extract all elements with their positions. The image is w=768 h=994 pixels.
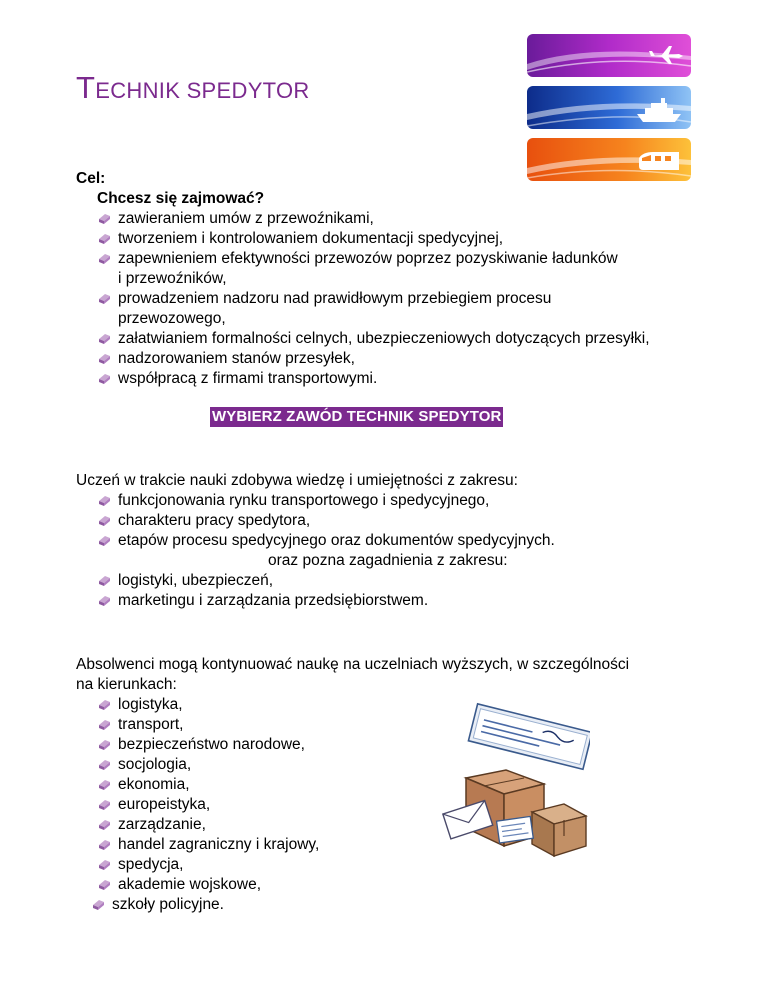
train-icon <box>639 152 679 170</box>
bullet-icon <box>99 254 110 264</box>
bullet-icon <box>99 596 110 606</box>
list-item: europeistyka, <box>97 795 319 815</box>
bullet-icon <box>99 860 110 870</box>
bullet-icon <box>99 536 110 546</box>
shipping-boxes-illustration <box>440 700 590 860</box>
bullet-icon <box>99 576 110 586</box>
list-item: bezpieczeństwo narodowe, <box>97 735 319 755</box>
list-item: zapewnieniem efektywności przewozów poprzez pozyskiwanie ładunków <box>97 249 650 269</box>
list-item: spedycja, <box>97 855 319 875</box>
list-item: prowadzeniem nadzoru nad prawidłowym przebiegiem procesu <box>97 289 650 309</box>
list-item-continuation: przewozowego, <box>118 310 226 327</box>
list-item: zarządzanie, <box>97 815 319 835</box>
graduates-list <box>97 695 319 915</box>
cta-banner: WYBIERZ ZAWÓD TECHNIK SPEDYTOR <box>212 408 502 425</box>
airplane-banner <box>527 34 691 77</box>
title-initial: T <box>76 70 96 105</box>
bullet-icon <box>93 900 104 910</box>
bullet-icon <box>99 820 110 830</box>
bullet-icon <box>99 374 110 384</box>
list-item: marketingu i zarządzania przedsiębiorstwem. <box>97 591 428 611</box>
learning-list <box>97 491 555 551</box>
list-item: logistyka, <box>97 695 319 715</box>
list-item: szkoły policyjne. <box>91 895 319 915</box>
page-title <box>76 72 310 107</box>
train-banner <box>527 138 691 181</box>
goal-label: Cel: <box>76 170 106 187</box>
list-item: handel zagraniczny i krajowy, <box>97 835 319 855</box>
goal-list <box>97 209 650 389</box>
goal-question: Chcesz się zajmować? <box>97 190 265 207</box>
learning-intro: Uczeń w trakcie nauki zdobywa wiedzę i umiejętności z zakresu: <box>76 472 518 489</box>
list-item: nadzorowaniem stanów przesyłek, <box>97 349 650 369</box>
bullet-icon <box>99 516 110 526</box>
graduates-intro-line2: na kierunkach: <box>76 676 177 693</box>
list-item: funkcjonowania rynku transportowego i spedycyjnego, <box>97 491 555 511</box>
list-item: logistyki, ubezpieczeń, <box>97 571 428 591</box>
bullet-icon <box>99 496 110 506</box>
bullet-icon <box>99 700 110 710</box>
list-item: współpracą z firmami transportowymi. <box>97 369 650 389</box>
list-item: zawieraniem umów z przewoźnikami, <box>97 209 650 229</box>
bullet-icon <box>99 234 110 244</box>
bullet-icon <box>99 880 110 890</box>
bullet-icon <box>99 334 110 344</box>
bullet-icon <box>99 760 110 770</box>
bullet-icon <box>99 354 110 364</box>
list-item: ekonomia, <box>97 775 319 795</box>
list-item-continuation: i przewoźników, <box>118 270 227 287</box>
list-item: socjologia, <box>97 755 319 775</box>
bullet-icon <box>99 720 110 730</box>
list-item: tworzeniem i kontrolowaniem dokumentacji spedycyjnej, <box>97 229 650 249</box>
bullet-icon <box>99 780 110 790</box>
bullet-icon <box>99 740 110 750</box>
list-item: transport, <box>97 715 319 735</box>
graduates-intro-line1: Absolwenci mogą kontynuować naukę na uczelniach wyższych, w szczególności <box>76 656 630 673</box>
title-rest: ECHNIK SPEDYTOR <box>95 78 310 103</box>
ship-banner <box>527 86 691 129</box>
bullet-icon <box>99 800 110 810</box>
list-item: akademie wojskowe, <box>97 875 319 895</box>
list-item: załatwianiem formalności celnych, ubezpieczeniowych dotyczących przesyłki, <box>97 329 650 349</box>
bullet-icon <box>99 840 110 850</box>
list-item: etapów procesu spedycyjnego oraz dokumentów spedycyjnych. <box>97 531 555 551</box>
bullet-icon <box>99 294 110 304</box>
learning-extra-intro: oraz pozna zagadnienia z zakresu: <box>268 552 508 569</box>
learning-extra-list <box>97 571 428 611</box>
bullet-icon <box>99 214 110 224</box>
list-item: charakteru pracy spedytora, <box>97 511 555 531</box>
